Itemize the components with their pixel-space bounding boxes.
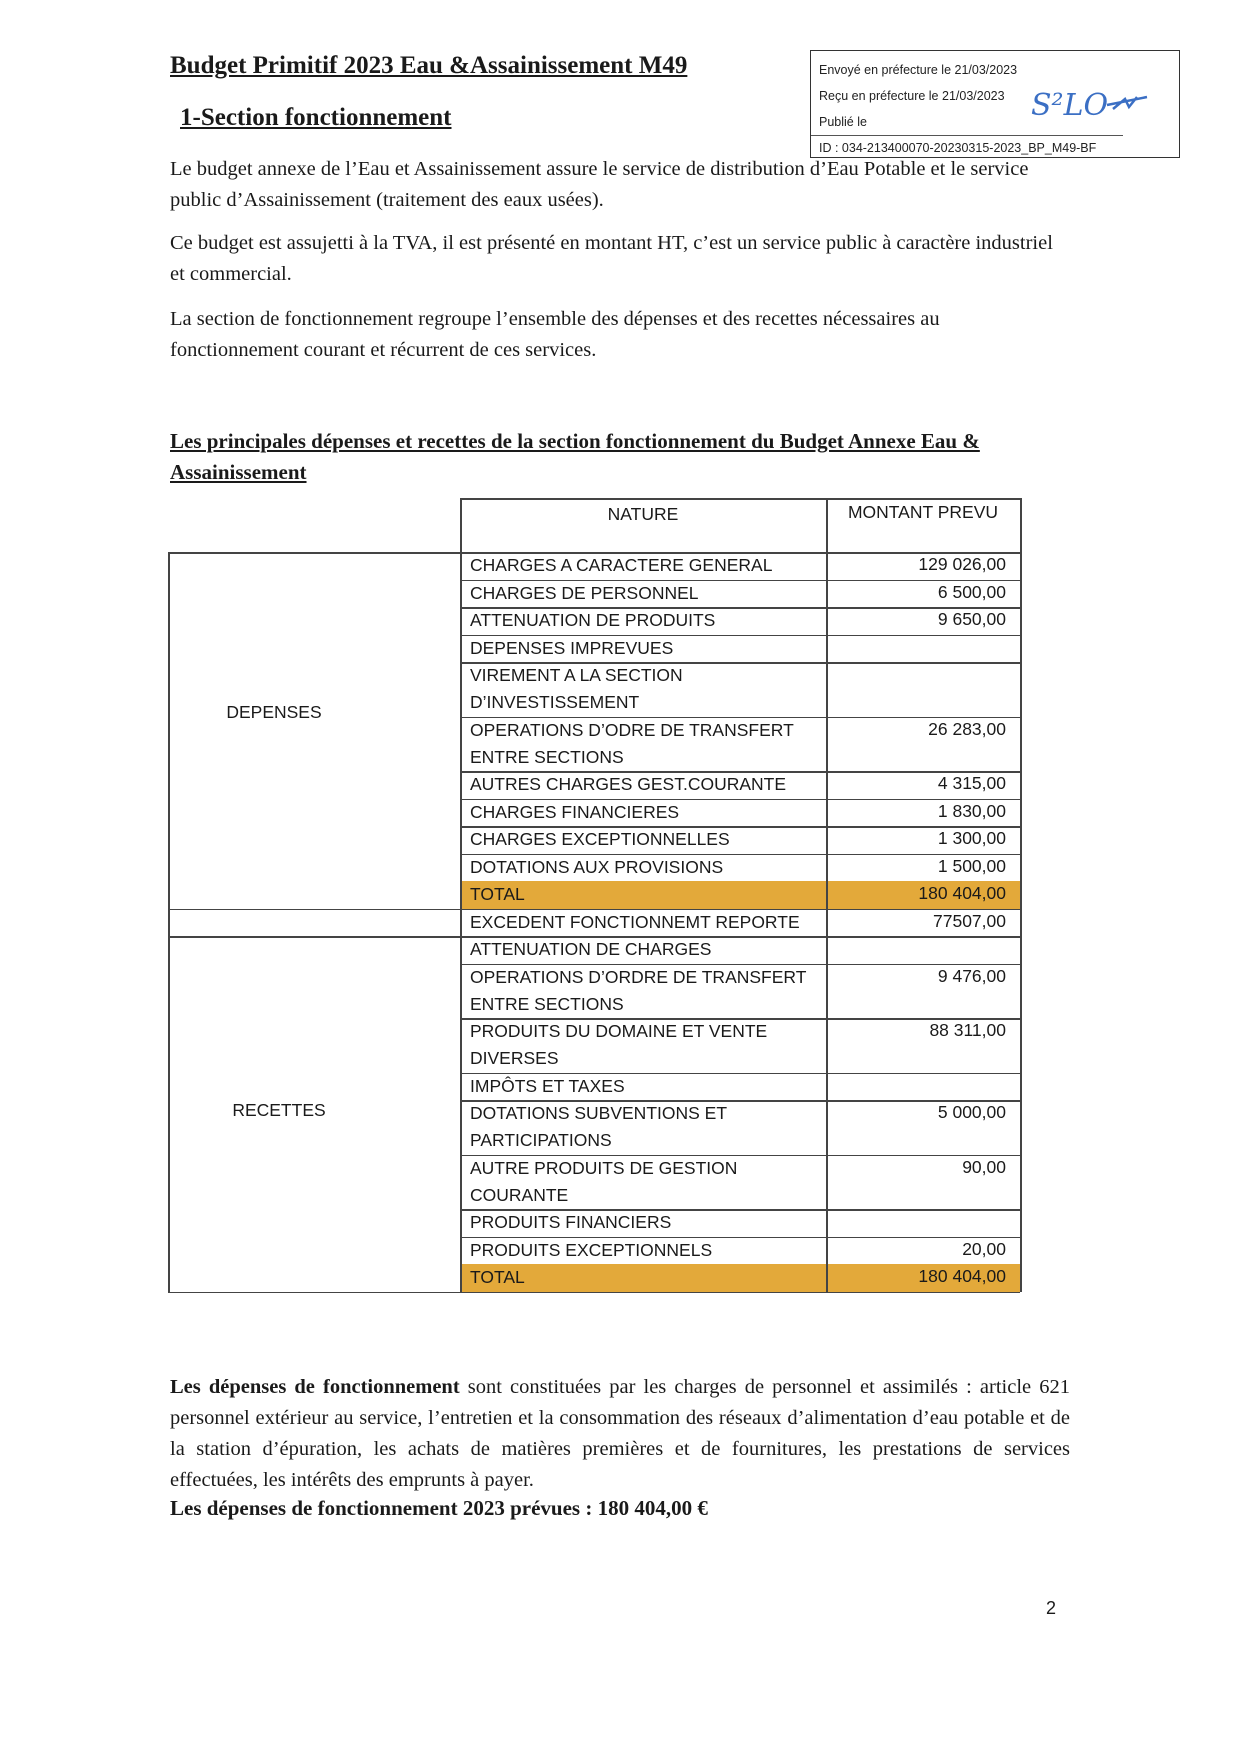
table-vline — [826, 1100, 828, 1155]
table-vline — [460, 799, 462, 827]
table-vline — [1020, 799, 1022, 827]
table-vline — [1020, 1155, 1022, 1210]
header-amount: MONTANT PREVU — [847, 502, 999, 522]
page-number: 2 — [1046, 1598, 1057, 1618]
table-vline — [1020, 771, 1022, 799]
table-vline — [1020, 635, 1022, 663]
row-amount: 5 000,00 — [937, 1102, 1006, 1122]
table-vline — [826, 1209, 828, 1237]
table-vline — [1020, 717, 1022, 772]
table-vline — [826, 607, 828, 635]
stamp-sent: Envoyé en préfecture le 21/03/2023 — [819, 63, 1018, 77]
table-hline — [168, 936, 460, 938]
row-amount: 129 026,00 — [918, 554, 1006, 574]
table-vline — [826, 635, 828, 663]
row-nature: OPERATIONS D’ORDRE DE TRANSFERT — [470, 966, 807, 987]
conclusion-line: Les dépenses de fonctionnement 2023 prévues : 180 404,00 € — [170, 1496, 708, 1520]
body-paragraph — [170, 1372, 1070, 1496]
table-vline — [826, 552, 828, 580]
stamp-received: Reçu en préfecture le 21/03/2023 — [819, 89, 1005, 103]
table-vline — [460, 717, 462, 772]
body-rest: sont constituées par les charges de personnel et assimilés : article 621 personnel extérieur au service, l’entretien et la consommation des réseaux d’alimentation d’eau potable et de la station d’épuration, les achats de matières premières et de fournitures, les prestations de services effectuées, les intérêts des emprunts à payer. — [170, 1376, 1070, 1491]
table-vline — [826, 826, 828, 854]
paragraph-1: Le budget annexe de l’Eau et Assainissement assure le service de distribution d’Eau Potable et le service public d’Assainissement (traitement des eaux usées). — [170, 158, 1029, 211]
table-vline — [1020, 936, 1022, 964]
row-nature: COURANTE — [470, 1184, 569, 1205]
header-nature: NATURE — [607, 504, 679, 524]
table-vline — [460, 1073, 462, 1101]
row-amount: 180 404,00 — [918, 1266, 1006, 1286]
row-nature: TOTAL — [470, 884, 525, 904]
row-nature: TOTAL — [470, 1267, 525, 1287]
section-title: 1-Section fonctionnement — [180, 104, 452, 131]
table-vline — [1020, 1209, 1022, 1237]
table-vline — [1020, 854, 1022, 882]
row-nature: ENTRE SECTIONS — [470, 993, 624, 1014]
row-nature: AUTRES CHARGES GEST.COURANTE — [470, 774, 787, 794]
table-vline — [460, 552, 462, 580]
table-vline — [460, 909, 462, 937]
table-hline — [460, 936, 1020, 938]
table-vline — [1020, 662, 1022, 717]
table-vline — [1020, 607, 1022, 635]
table-vline — [826, 1264, 828, 1292]
row-nature: EXCEDENT FONCTIONNEMT REPORTE — [470, 911, 800, 932]
table-vline — [460, 826, 462, 854]
table-vline — [1020, 826, 1022, 854]
row-nature: CHARGES EXCEPTIONNELLES — [470, 829, 730, 849]
row-nature: CHARGES DE PERSONNEL — [470, 582, 699, 603]
row-nature: D’INVESTISSEMENT — [470, 692, 640, 712]
table-vline — [826, 909, 828, 937]
row-amount: 90,00 — [962, 1156, 1006, 1177]
table-vline — [826, 1073, 828, 1101]
table-vline — [460, 1237, 462, 1265]
row-nature: CHARGES FINANCIERES — [470, 801, 680, 822]
row-nature: CHARGES A CARACTERE GENERAL — [470, 555, 773, 575]
table-hline — [460, 1209, 1020, 1211]
table-vline — [460, 964, 462, 1019]
table-vline — [460, 1264, 462, 1292]
table-vline — [826, 1018, 828, 1073]
table-hline — [168, 1292, 460, 1294]
paragraph-2: Ce budget est assujetti à la TVA, il est présenté en montant HT, c’est un service public à caractère industriel et commercial. — [170, 232, 1053, 285]
table-hline — [460, 1292, 1020, 1294]
svg-text:S²LO: S²LO — [1031, 88, 1109, 123]
row-amount: 1 500,00 — [937, 855, 1006, 876]
table-vline — [460, 1100, 462, 1155]
table-vline — [1020, 552, 1022, 580]
table-vline — [460, 936, 462, 964]
table-vline — [1020, 1073, 1022, 1101]
table-vline — [460, 580, 462, 608]
table-vline — [460, 1018, 462, 1073]
table-vline — [460, 635, 462, 663]
row-amount: 6 500,00 — [937, 581, 1006, 602]
stamp-id: ID : 034-213400070-20230315-2023_BP_M49-BF — [819, 141, 1097, 155]
page-title: Budget Primitif 2023 Eau &Assainissement M49 — [170, 52, 688, 79]
table-vline — [826, 881, 828, 909]
table-heading: Les principales dépenses et recettes de la section fonctionnement du Budget Annexe Eau & Assainissement — [170, 429, 980, 484]
table-vline — [826, 936, 828, 964]
table-hline — [460, 635, 1020, 637]
table-vline — [826, 1237, 828, 1265]
stamp-published: Publié le — [819, 115, 867, 129]
recettes-label: RECETTES — [232, 1099, 326, 1120]
table-vline — [460, 662, 462, 717]
table-vline — [826, 964, 828, 1019]
table-hline — [460, 498, 1020, 500]
table-vline — [168, 909, 170, 937]
body-bold-lead: Les dépenses de fonctionnement — [170, 1376, 460, 1398]
table-vline — [460, 881, 462, 909]
row-amount: 1 300,00 — [937, 828, 1006, 848]
row-amount: 180 404,00 — [918, 883, 1006, 903]
row-amount: 4 315,00 — [937, 773, 1006, 793]
row-nature: DIVERSES — [470, 1048, 559, 1068]
table-vline — [1020, 881, 1022, 909]
paragraph-3: La section de fonctionnement regroupe l’ensemble des dépenses et des recettes nécessaires au fonctionnement courant et récurrent de ces services. — [170, 308, 940, 361]
row-nature: PRODUITS DU DOMAINE ET VENTE — [470, 1021, 768, 1041]
table-vline — [460, 1209, 462, 1237]
table-hline — [168, 909, 460, 911]
row-nature: DOTATIONS AUX PROVISIONS — [470, 856, 724, 877]
table-vline — [826, 799, 828, 827]
row-amount: 88 311,00 — [929, 1020, 1006, 1040]
table-vline — [1020, 1018, 1022, 1073]
table-vline — [460, 1155, 462, 1210]
table-hline — [460, 1073, 1020, 1075]
table-hline — [460, 662, 1020, 664]
table-vline — [1020, 580, 1022, 608]
row-nature: DOTATIONS SUBVENTIONS ET — [470, 1103, 728, 1123]
row-amount: 77507,00 — [933, 910, 1006, 931]
table-vline — [826, 662, 828, 717]
row-nature: AUTRE PRODUITS DE GESTION — [470, 1157, 738, 1178]
table-vline — [826, 1155, 828, 1210]
row-nature: ENTRE SECTIONS — [470, 746, 624, 767]
row-nature: ATTENUATION DE CHARGES — [470, 939, 712, 959]
table-vline — [826, 580, 828, 608]
table-vline — [460, 854, 462, 882]
row-nature: PARTICIPATIONS — [470, 1130, 612, 1150]
table-vline — [460, 771, 462, 799]
table-vline — [1020, 498, 1022, 552]
row-nature: IMPÔTS ET TAXES — [470, 1075, 625, 1096]
row-amount: 1 830,00 — [937, 800, 1006, 821]
row-amount: 20,00 — [962, 1238, 1006, 1259]
row-amount: 9 650,00 — [937, 609, 1006, 629]
row-nature: PRODUITS EXCEPTIONNELS — [470, 1239, 713, 1260]
table-vline — [826, 771, 828, 799]
row-amount: 26 283,00 — [928, 718, 1006, 739]
table-vline — [168, 552, 170, 909]
row-nature: VIREMENT A LA SECTION — [470, 665, 683, 685]
row-nature: OPERATIONS D’ODRE DE TRANSFERT — [470, 719, 794, 740]
row-amount: 9 476,00 — [937, 965, 1006, 986]
table-vline — [826, 717, 828, 772]
table-vline — [460, 607, 462, 635]
table-vline — [1020, 1237, 1022, 1265]
table-vline — [1020, 1264, 1022, 1292]
table-vline — [1020, 909, 1022, 937]
row-nature: ATTENUATION DE PRODUITS — [470, 610, 716, 630]
row-nature: DEPENSES IMPREVUES — [470, 637, 674, 658]
table-vline — [826, 854, 828, 882]
table-vline — [1020, 964, 1022, 1019]
row-nature: PRODUITS FINANCIERS — [470, 1212, 672, 1232]
table-vline — [1020, 1100, 1022, 1155]
depenses-label: DEPENSES — [226, 702, 322, 723]
